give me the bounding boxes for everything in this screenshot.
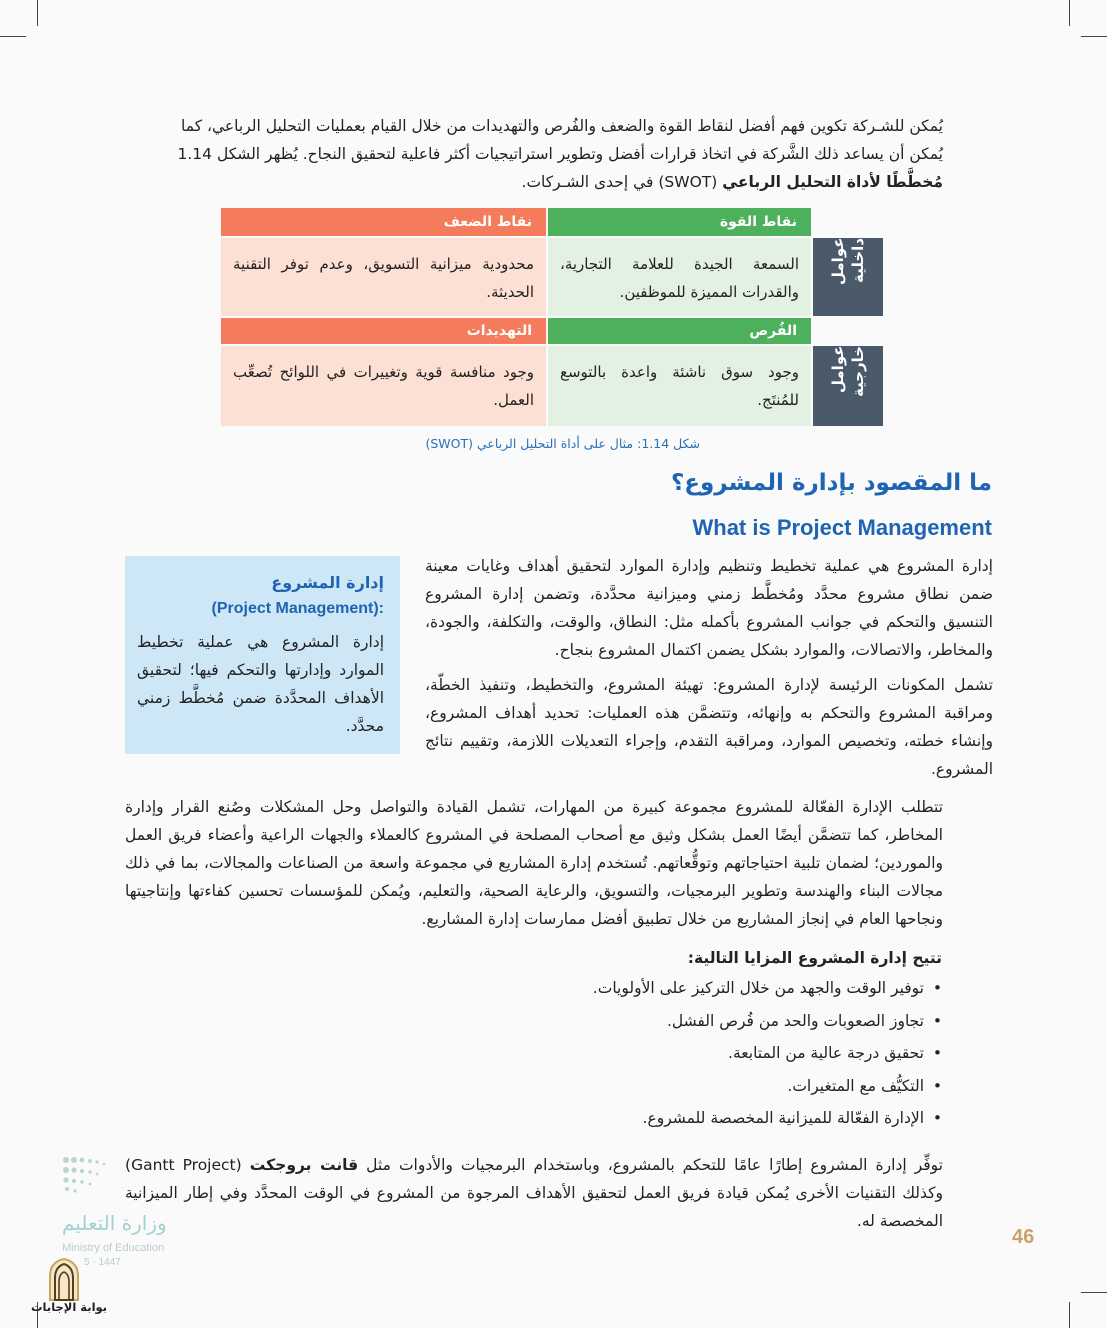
gantt-bold: قانت بروجكت bbox=[249, 1156, 359, 1174]
crop-mark bbox=[1069, 0, 1070, 26]
list-item: • توفير الوقت والجهد من خلال التركيز على الأولويات. bbox=[593, 972, 942, 1005]
external-factors-label bbox=[813, 346, 883, 426]
watermark-text: بوابة الإجابات bbox=[31, 1300, 108, 1314]
swot-table bbox=[221, 208, 883, 426]
intro-line: يُمكن أن يساعد ذلك الشَّركة في اتخاذ قرارات أفضل وتطوير استراتيجيات أكثر فاعلية لتحقيق النجاح. يُظهر الشكل 1.14 bbox=[177, 145, 943, 163]
list-item: • الإدارة الفعّالة للميزانية المخصصة للمشروع. bbox=[593, 1102, 942, 1135]
definition-title-en: :(Project Management) bbox=[211, 600, 384, 617]
threats-text: وجود منافسة قوية وتغييرات في اللوائح تُصعِّب العمل. bbox=[221, 346, 546, 426]
crop-mark bbox=[0, 36, 26, 37]
crop-mark bbox=[1081, 36, 1107, 37]
strengths-text: السمعة الجيدة للعلامة التجارية، والقدرات المميزة للموظفين. bbox=[548, 238, 811, 316]
opportunities-text: وجود سوق ناشئة واعدة بالتوسع للمُنتَج. bbox=[548, 346, 811, 426]
gantt-before: توفِّر إدارة المشروع إطارًا عامًا للتحكم بالمشروع، وباستخدام البرمجيات والأدوات مثل bbox=[358, 1156, 943, 1174]
crop-mark bbox=[1069, 1302, 1070, 1328]
page-number: 46 bbox=[1012, 1226, 1035, 1248]
ministry-name-en: Ministry of Education bbox=[62, 1242, 165, 1254]
definition-title-ar: إدارة المشروع bbox=[271, 573, 384, 592]
strengths-header: نقاط القوة bbox=[548, 208, 811, 236]
ministry-year: 5 - 1447 bbox=[84, 1257, 121, 1268]
internal-factors-label bbox=[813, 238, 883, 316]
list-item: • تحقيق درجة عالية من المتابعة. bbox=[593, 1037, 942, 1070]
list-item: • تجاوز الصعوبات والحد من فُرص الفشل. bbox=[593, 1005, 942, 1038]
paragraph-components: تشمل المكونات الرئيسة لإدارة المشروع: تهيئة المشروع، والتخطيط، وتنفيذ الخطّة، ومراقبة المشروع والتحكم به وإنهائه، وتتضمَّن هذه العمليات: تحديد أهداف المشروع، وإنشاء خطته، وتخصيص الموارد، ومراقبة التقدم، وإجراء التعديلات اللازمة، وتقييم نتائج المشروع. bbox=[425, 676, 993, 778]
opportunities-header: الفُرص bbox=[548, 318, 811, 344]
bawaba-logo-icon bbox=[44, 1256, 84, 1302]
intro-line: يُمكن للشـركة تكوين فهم أفضل لنقاط القوة والضعف والفُرص والتهديدات من خلال القيام بعمليات التحليل الرباعي، كما bbox=[181, 117, 943, 135]
benefits-list bbox=[593, 972, 942, 1135]
paragraph-skills: تتطلب الإدارة الفعّالة للمشروع مجموعة كبيرة من المهارات، تشمل القيادة والتواصل وحل المشكلات وصُنع القرار وإدارة المخاطر، كما تتضمَّن أيضًا العمل بشكل وثيق مع أصحاب المصلحة في المشروع كالعملاء والجهات الراعية وأعضاء فريق العمل والموردين؛ لضمان تلبية احتياجاتهم وتوقُّعاتهم. تُستخدم إدارة المشاريع في مجموعة واسعة من الصناعات والمجالات، بما في ذلك مجالات البناء والهندسة وتطوير البرمجيات، والتسويق، والرعاية الصحية، والتعليم، ويُمكن للمؤسسات تحسين كفاءتها وإنتاجيتها ونجاحها العام في إنجاز المشاريع من خلال تطبيق أفضل ممارسات إدارة المشاريع. bbox=[125, 798, 943, 928]
intro-rest: (SWOT) في إحدى الشـركات. bbox=[521, 173, 723, 191]
benefits-title-text: تتيح إدارة المشروع المزايا التالية: bbox=[687, 949, 942, 967]
gantt-after: (Gantt Project) وكذلك التقنيات الأخرى يُمكن قيادة فريق العمل لتحقيق الأهداف المرجوة من المشروع في الوقت المحدَّد وفي إطار الميزانية المخصصة له. bbox=[125, 1156, 943, 1230]
weaknesses-text: محدودية ميزانية التسويق، وعدم توفر التقنية الحديثة. bbox=[221, 238, 546, 316]
section-heading-ar: ما المقصود بإدارة المشروع؟ bbox=[670, 470, 992, 496]
intro-bold: مُخطَّطًا لأداة التحليل الرباعي bbox=[722, 173, 943, 191]
threats-header: التهديدات bbox=[221, 318, 546, 344]
paragraph-gantt bbox=[125, 1151, 943, 1235]
ministry-name-ar: وزارة التعليم bbox=[62, 1211, 167, 1235]
section-heading-en: What is Project Management bbox=[692, 515, 992, 540]
figure-caption: شكل 1.14: مثال على أداة التحليل الرباعي (SWOT) bbox=[425, 436, 700, 451]
paragraph-definition: إدارة المشروع هي عملية تخطيط وتنظيم وإدارة الموارد لتحقيق أهداف وغايات معينة ضمن نطاق مشروع محدَّد ومُخطَّط زمني وميزانية محدَّدة، وتضمن إدارة المشروع التنسيق والتحكم في جوانب المشروع بأكمله مثل: النطاق، والوقت، والتكلفة، والجودة، والمخاطر، والاتصالات، والموارد بشكل يضمن اكتمال المشروع بنجاح. bbox=[425, 557, 993, 659]
benefits-title bbox=[688, 944, 942, 972]
internal-factors-text: عوامل داخلية bbox=[829, 238, 867, 286]
crop-mark bbox=[1081, 1292, 1107, 1293]
list-item: • التكيُّف مع المتغيرات. bbox=[593, 1070, 942, 1103]
definition-box bbox=[125, 556, 400, 754]
definition-text: إدارة المشروع هي عملية تخطيط الموارد وإدارتها والتحكم فيها؛ لتحقيق الأهداف المحدَّدة ضمن مُخطَّط زمني محدَّد. bbox=[137, 633, 384, 735]
ministry-dots-logo bbox=[62, 1156, 132, 1196]
external-factors-text: عوامل خارجية bbox=[829, 346, 867, 398]
crop-mark bbox=[37, 0, 38, 26]
weaknesses-header: نقاط الضعف bbox=[221, 208, 546, 236]
intro-paragraph bbox=[125, 112, 943, 196]
intro-line bbox=[125, 168, 943, 196]
